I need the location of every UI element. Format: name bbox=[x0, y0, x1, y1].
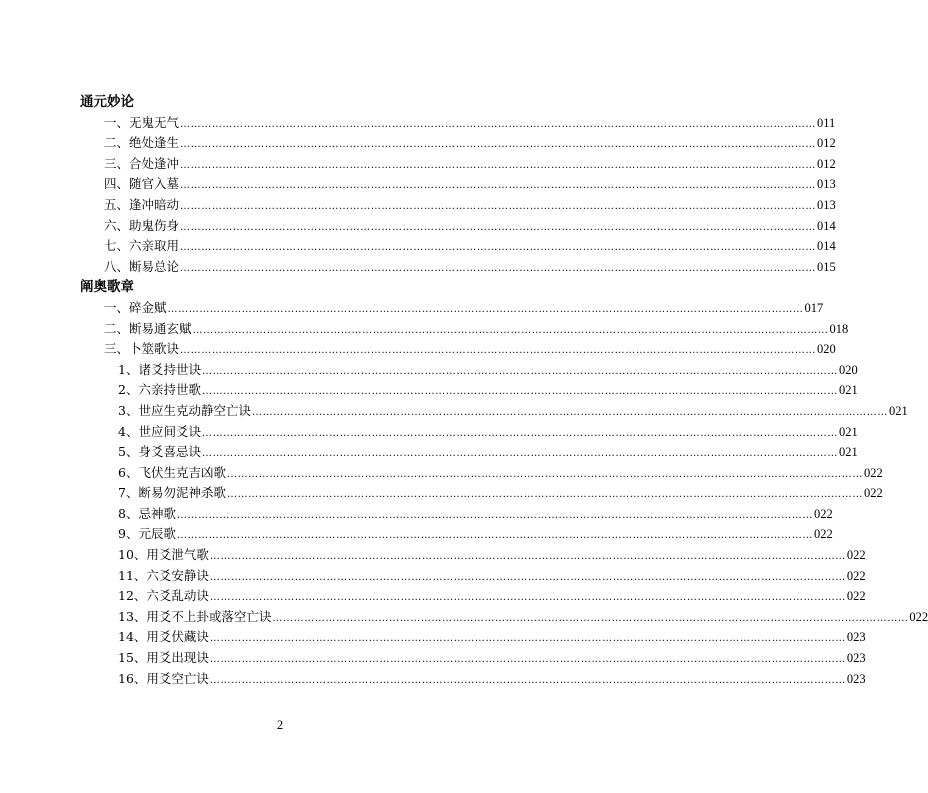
toc-entry-page: 012 bbox=[817, 156, 836, 171]
toc-entry-title: 三、合处逢冲 bbox=[104, 155, 180, 171]
toc-entry[interactable] bbox=[80, 586, 866, 607]
toc-entry[interactable] bbox=[80, 504, 833, 525]
toc-entry-title: 1、诸爻持世诀 bbox=[118, 361, 201, 377]
toc-entry-page: 023 bbox=[846, 630, 866, 645]
toc-entry-title: 二、断易通玄赋 bbox=[104, 320, 192, 336]
dot-leader: ……………………………………………………………………………………………………………………………………………………………… bbox=[201, 365, 838, 377]
toc-entry-title: 3、世应生克动静空亡诀 bbox=[118, 402, 251, 418]
dot-leader: ……………………………………………………………………………………………………………………………………………………………… bbox=[209, 571, 846, 583]
dot-leader: ……………………………………………………………………………………………………………………………………………………………… bbox=[209, 592, 846, 604]
toc-entry-page: 020 bbox=[817, 342, 836, 357]
dot-leader: ……………………………………………………………………………………………………………………………………………………………… bbox=[209, 674, 846, 686]
toc-entry-page: 021 bbox=[888, 403, 908, 418]
toc-entry[interactable] bbox=[80, 442, 858, 463]
toc-entry-title: 5、身爻喜忌诀 bbox=[118, 444, 201, 460]
toc-entry-page: 022 bbox=[846, 568, 866, 583]
toc-entry[interactable] bbox=[80, 195, 836, 216]
toc-entry-title: 6、飞伏生克吉凶歌 bbox=[118, 464, 226, 480]
toc-entry[interactable] bbox=[80, 545, 866, 566]
toc-entry-page: 022 bbox=[909, 609, 928, 624]
toc-entry-page: 012 bbox=[817, 136, 836, 151]
toc-entry-title: 一、碎金赋 bbox=[104, 299, 167, 315]
toc-entry-title: 四、随官入墓 bbox=[104, 176, 180, 192]
page-number: 2 bbox=[276, 718, 284, 732]
toc-entry-page: 022 bbox=[846, 589, 866, 604]
toc-entry-page: 018 bbox=[829, 321, 849, 336]
toc-entry-page: 021 bbox=[838, 424, 858, 439]
toc-entry-title: 16、用爻空亡诀 bbox=[118, 670, 209, 686]
toc-entry-page: 022 bbox=[863, 486, 883, 501]
toc-entry[interactable] bbox=[80, 236, 836, 257]
dot-leader: ……………………………………………………………………………………………………………………………………………………………… bbox=[201, 427, 838, 439]
dot-leader: ……………………………………………………………………………………………………………………………………………………………… bbox=[180, 139, 817, 151]
dot-leader: ……………………………………………………………………………………………………………………………………………………………… bbox=[180, 159, 817, 171]
toc-entry-page: 011 bbox=[817, 115, 836, 130]
toc-entry[interactable] bbox=[80, 566, 866, 587]
dot-leader: ……………………………………………………………………………………………………………………………………………………………… bbox=[180, 118, 817, 130]
toc-entry-title: 二、绝处逢生 bbox=[104, 135, 180, 151]
toc-entry[interactable] bbox=[80, 133, 836, 154]
toc-entry-page: 013 bbox=[817, 177, 836, 192]
toc-entry-page: 022 bbox=[863, 465, 883, 480]
dot-leader: ……………………………………………………………………………………………………………………………………………………………… bbox=[201, 386, 838, 398]
dot-leader: ……………………………………………………………………………………………………………………………………………………………… bbox=[167, 303, 804, 315]
toc-entry[interactable] bbox=[80, 154, 836, 175]
toc-entry-title: 15、用爻出现诀 bbox=[118, 650, 209, 666]
toc-entry-title: 13、用爻不上卦或落空亡诀 bbox=[118, 608, 272, 624]
dot-leader: ……………………………………………………………………………………………………………………………………………………………… bbox=[180, 242, 817, 254]
toc-entry-title: 一、无鬼无气 bbox=[104, 114, 180, 130]
dot-leader: ……………………………………………………………………………………………………………………………………………………………… bbox=[180, 262, 817, 274]
toc-entry[interactable] bbox=[80, 524, 833, 545]
dot-leader: ……………………………………………………………………………………………………………………………………………………………… bbox=[209, 633, 846, 645]
toc-entry[interactable] bbox=[80, 607, 928, 628]
toc-entry-title: 五、逢冲暗动 bbox=[104, 196, 180, 212]
dot-leader: ……………………………………………………………………………………………………………………………………………………………… bbox=[180, 180, 817, 192]
toc-entry-page: 022 bbox=[813, 506, 833, 521]
toc-entry-page: 013 bbox=[817, 197, 836, 212]
toc-entry[interactable] bbox=[80, 669, 866, 690]
toc-entry-page: 020 bbox=[838, 362, 858, 377]
dot-leader: ……………………………………………………………………………………………………………………………………………………………… bbox=[201, 448, 838, 460]
dot-leader: ……………………………………………………………………………………………………………………………………………………………… bbox=[226, 468, 863, 480]
toc-entry[interactable] bbox=[80, 319, 849, 340]
toc-entry-title: 六、助鬼伤身 bbox=[104, 217, 180, 233]
toc-entry[interactable] bbox=[80, 483, 883, 504]
toc-entry-page: 014 bbox=[817, 239, 836, 254]
toc-entry-page: 023 bbox=[846, 671, 866, 686]
toc-entry-title: 8、忌神歌 bbox=[118, 505, 176, 521]
dot-leader: ……………………………………………………………………………………………………………………………………………………………… bbox=[180, 200, 817, 212]
dot-leader: ……………………………………………………………………………………………………………………………………………………………… bbox=[251, 406, 888, 418]
toc-entry[interactable] bbox=[80, 360, 858, 381]
toc-entry-title: 4、世应间爻诀 bbox=[118, 423, 201, 439]
toc-entry-title: 2、六亲持世歌 bbox=[118, 382, 201, 398]
dot-leader: ……………………………………………………………………………………………………………………………………………………………… bbox=[176, 509, 813, 521]
toc-entry-page: 014 bbox=[817, 218, 836, 233]
toc-entry-title: 11、六爻安静诀 bbox=[118, 567, 209, 583]
toc-entry[interactable] bbox=[80, 648, 866, 669]
dot-leader: ……………………………………………………………………………………………………………………………………………………………… bbox=[180, 345, 817, 357]
toc-entry-title: 14、用爻伏藏诀 bbox=[118, 629, 209, 645]
section-title: 阐奥歌章 bbox=[80, 279, 134, 296]
toc-entry-page: 022 bbox=[846, 548, 866, 563]
toc-entry-title: 三、卜筮歌诀 bbox=[104, 341, 180, 357]
dot-leader: ……………………………………………………………………………………………………………………………………………………………… bbox=[176, 530, 813, 542]
toc-entry[interactable] bbox=[80, 174, 836, 195]
toc-entry[interactable] bbox=[80, 401, 908, 422]
toc-entry-page: 015 bbox=[817, 259, 836, 274]
toc-entry-page: 021 bbox=[838, 383, 858, 398]
toc-entry[interactable] bbox=[80, 216, 836, 237]
dot-leader: ……………………………………………………………………………………………………………………………………………………………… bbox=[209, 551, 846, 563]
dot-leader: ……………………………………………………………………………………………………………………………………………………………… bbox=[192, 324, 829, 336]
toc-entry-page: 021 bbox=[838, 445, 858, 460]
toc-entry[interactable] bbox=[80, 339, 836, 360]
toc-entry[interactable] bbox=[80, 627, 866, 648]
section-title: 通元妙论 bbox=[80, 94, 134, 110]
toc-entry-title: 10、用爻泄气歌 bbox=[118, 547, 209, 563]
dot-leader: ……………………………………………………………………………………………………………………………………………………………… bbox=[209, 654, 846, 666]
toc-entry[interactable] bbox=[80, 257, 836, 278]
toc-entry[interactable] bbox=[80, 298, 824, 319]
toc-entry[interactable] bbox=[80, 422, 858, 443]
dot-leader: ……………………………………………………………………………………………………………………………………………………………… bbox=[226, 489, 863, 501]
dot-leader: ……………………………………………………………………………………………………………………………………………………………… bbox=[272, 612, 909, 624]
toc-entry-page: 022 bbox=[813, 527, 833, 542]
toc-entry-page: 017 bbox=[804, 300, 824, 315]
toc-entry-title: 12、六爻乱动诀 bbox=[118, 588, 209, 604]
toc-entry-page: 023 bbox=[846, 651, 866, 666]
toc-entry[interactable] bbox=[80, 463, 883, 484]
dot-leader: ……………………………………………………………………………………………………………………………………………………………… bbox=[180, 221, 817, 233]
toc-entry-title: 9、元辰歌 bbox=[118, 526, 176, 542]
toc-entry-title: 八、断易总论 bbox=[104, 258, 180, 274]
toc-entry[interactable] bbox=[80, 113, 836, 134]
table-of-contents bbox=[80, 92, 928, 689]
toc-entry-title: 7、断易勿泥神杀歌 bbox=[118, 485, 226, 501]
toc-entry-title: 七、六亲取用 bbox=[104, 238, 180, 254]
toc-entry[interactable] bbox=[80, 380, 858, 401]
